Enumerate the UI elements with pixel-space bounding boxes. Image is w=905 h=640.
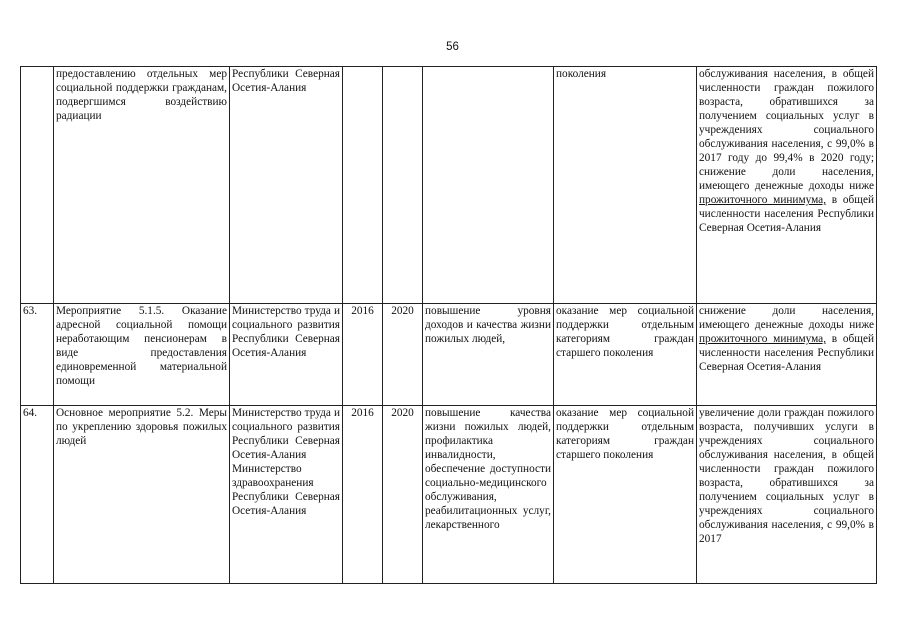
- program-table: [20, 66, 877, 584]
- indicator-text: обслуживания населения, в общей численности граждан пожилого возраста, обратившихся за получением социальных услуг в учреждениях социального обслуживания населения, с 99,0% в 2017 году до 99,4% в 2020 году; снижение доли населения, имеющего денежные доходы ниже: [699, 68, 874, 192]
- indicator-text: снижение доли населения, имеющего денежные доходы ниже: [699, 305, 874, 331]
- end-year: 2020: [383, 406, 423, 584]
- end-year: 2020: [383, 304, 423, 406]
- target-indicator: [697, 406, 877, 584]
- start-year: 2016: [343, 406, 383, 584]
- end-year: [383, 67, 423, 304]
- activity-description: предоставлению отдельных мер социальной поддержки гражданам, подвергшимся воздействию радиации: [54, 67, 230, 304]
- start-year: [343, 67, 383, 304]
- row-number: 63.: [21, 304, 54, 406]
- indicator-link[interactable]: прожиточного минимума,: [699, 194, 827, 206]
- target-indicator: [697, 304, 877, 406]
- row-number: [21, 67, 54, 304]
- responsible-organization: Министерство труда и социального развития Республики Северная Осетия-Алания Министерство здравоохранения Республики Северная Осетия-Алания: [230, 406, 343, 584]
- indicator-link[interactable]: прожиточного минимума,: [699, 333, 827, 345]
- expected-result: [423, 67, 554, 304]
- table-row: [21, 67, 877, 304]
- table-row: [21, 304, 877, 406]
- start-year: 2016: [343, 304, 383, 406]
- indicator-text-tail: в общей численности населения Республики Северная Осетия-Алания: [699, 194, 875, 234]
- expected-result: повышение уровня доходов и качества жизни пожилых людей,: [423, 304, 554, 406]
- related-measure: оказание мер социальной поддержки отдельным категориям граждан старшего поколения: [554, 304, 697, 406]
- table-row: [21, 406, 877, 584]
- activity-description: Мероприятие 5.1.5. Оказание адресной социальной помощи неработающим пенсионерам в виде предоставления единовременной материальной помощи: [54, 304, 230, 406]
- activity-description: Основное мероприятие 5.2. Меры по укреплению здоровья пожилых людей: [54, 406, 230, 584]
- responsible-organization: Республики Северная Осетия-Алания: [230, 67, 343, 304]
- related-measure: поколения: [554, 67, 697, 304]
- row-number: 64.: [21, 406, 54, 584]
- indicator-text: увеличение доли граждан пожилого возраста, получивших услуги в учреждениях социального обслуживания населения, в общей численности граждан пожилого возраста, обратившихся за получением социальных услуг в учреждениях социального обслуживания населения, с 99,0% в 2017: [699, 407, 874, 545]
- related-measure: оказание мер социальной поддержки отдельным категориям граждан старшего поколения: [554, 406, 697, 584]
- page-number: 56: [446, 41, 459, 53]
- target-indicator: [697, 67, 877, 304]
- expected-result: повышение качества жизни пожилых людей, профилактика инвалидности, обеспечение доступности социально-медицинского обслуживания, реабилитационных услуг, лекарственного: [423, 406, 554, 584]
- responsible-organization: Министерство труда и социального развития Республики Северная Осетия-Алания: [230, 304, 343, 406]
- indicator-text-tail: в общей численности населения Республики Северная Осетия-Алания: [699, 333, 875, 373]
